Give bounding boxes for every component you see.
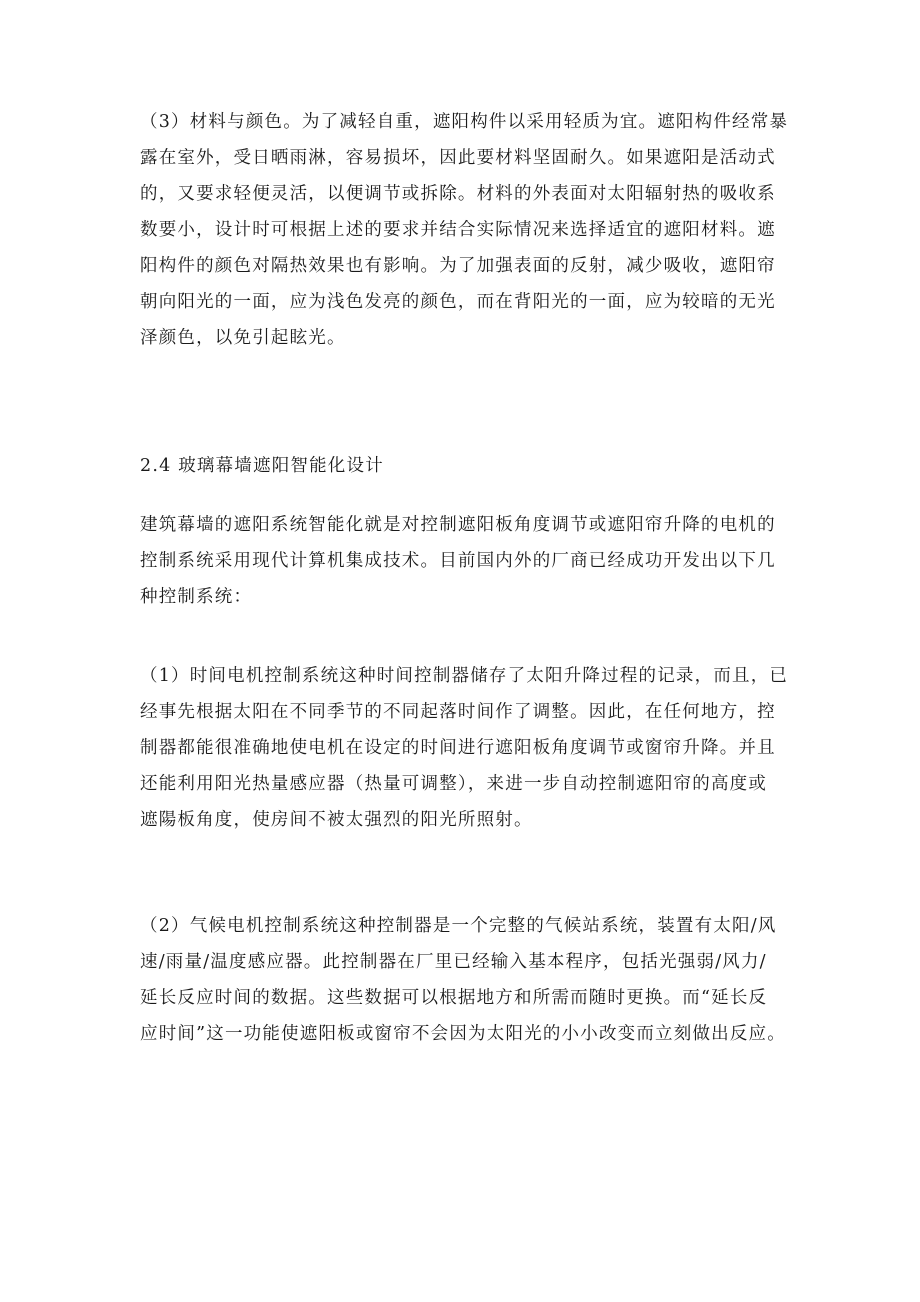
text-line: 朝向阳光的一面，应为浅色发亮的颜色，而在背阳光的一面，应为较暗的无光	[140, 292, 776, 312]
paragraph-time-motor-control	[140, 658, 789, 838]
text-line: 遮陽板角度，使房间不被太强烈的阳光所照射。	[140, 810, 533, 830]
text-line: （1）时间电机控制系统这种时间控制器储存了太阳升降过程的记录，而且，已	[140, 666, 789, 686]
text-line: 速/雨量/温度感应器。此控制器在厂里已经输入基本程序，包括光强弱/风力/	[140, 952, 767, 972]
text-line: 延长反应时间的数据。这些数据可以根据地方和所需而随时更换。而“延长反	[140, 988, 768, 1008]
paragraph-intro	[140, 507, 782, 615]
paragraph-climate-motor-control	[140, 908, 786, 1052]
text-line: 阳构件的颜色对隔热效果也有影响。为了加强表面的反射，减少吸收，遮阳帘	[140, 256, 776, 276]
text-line: 建筑幕墙的遮阳系统智能化就是对控制遮阳板角度调节或遮阳帘升降的电机的	[140, 515, 776, 535]
section-heading: 2.4 玻璃幕墙遮阳智能化设计	[140, 456, 384, 476]
text-line: 应时间”这一功能使遮阳板或窗帘不会因为太阳光的小小改变而立刻做出反应。	[140, 1024, 786, 1044]
paragraph-materials-and-color	[140, 104, 789, 356]
text-line: 的，又要求轻便灵活，以便调节或拆除。材料的外表面对太阳辐射热的吸收系	[140, 184, 776, 204]
text-line: 数要小，设计时可根据上述的要求并结合实际情况来选择适宜的遮阳材料。遮	[140, 220, 776, 240]
text-line: 露在室外，受日晒雨淋，容易损坏，因此要材料坚固耐久。如果遮阳是活动式	[140, 148, 776, 168]
text-line: 经事先根据太阳在不同季节的不同起落时间作了调整。因此，在任何地方，控	[140, 702, 776, 722]
text-line: 泽颜色，以免引起眩光。	[140, 328, 346, 348]
text-line: 种控制系统：	[140, 587, 253, 607]
text-line: 控制系统采用现代计算机集成技术。目前国内外的厂商已经成功开发出以下几	[140, 551, 776, 571]
text-line: （3）材料与颜色。为了减轻自重，遮阳构件以采用轻质为宜。遮阳构件经常暴	[140, 112, 789, 132]
text-line: 还能利用阳光热量感应器（热量可调整），来进一步自动控制遮阳帘的高度或	[140, 774, 768, 794]
text-line: 制器都能很准确地使电机在设定的时间进行遮阳板角度调节或窗帘升降。并且	[140, 738, 776, 758]
text-line: （2）气候电机控制系统这种控制器是一个完整的气候站系统，装置有太阳/风	[140, 916, 777, 936]
